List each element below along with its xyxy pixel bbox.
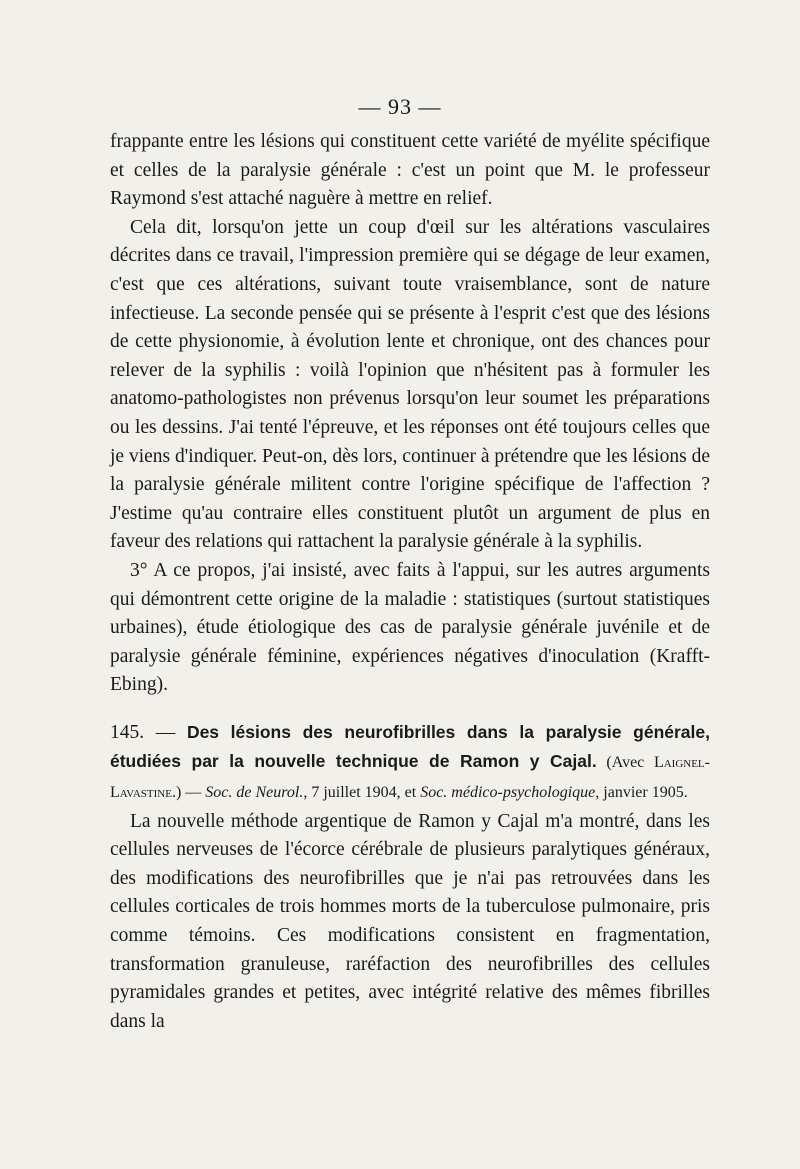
entry-dash: — [144,721,187,743]
entry-date-1: , 7 juillet 1904, et [303,784,421,802]
bibliography-entry [110,718,710,1037]
paragraph-continuation: frappante entre les lésions qui constituent cette variété de myélite spécifique et celles de la paralysie générale : c'est un point que M. le professeur Raymond s'est attaché naguère à mettre en relief. [110,131,710,210]
entry-author: Laignel-Lavastine [110,754,710,802]
entry-body: La nouvelle méthode argentique de Ramon y Cajal m'a montré, dans les cellules nerveuses de l'écorce cérébrale de plusieurs paralytiques généraux, des modifications des neurofibrilles que je n'ai pas retrouvées dans les cellules corticales de trois hommes morts de la tuberculose pulmonaire, pris comme témoins. Ces modifications consistent en fragmentation, transformation granuleuse, raréfaction des neurofibrilles des cellules pyramidales grandes et petites, avec intégrité relative des mêmes fibrilles dans la [110,810,710,1032]
main-text [110,128,710,1036]
entry-journal-1: Soc. de Neurol. [205,784,304,802]
entry-date-2: , janvier 1905. [595,784,688,802]
entry-meta-open: (Avec [596,754,654,772]
entry-title: Des lésions des neurofibrilles dans la paralysie générale, étudiées par la nouvelle technique de Ramon y Cajal. [110,721,711,772]
entry-meta-close: .) — [171,784,206,802]
entry-journal-2: Soc. médico-psychologique [420,784,596,802]
entry-number: 145. [110,721,145,743]
paragraph-vascular-lesions: Cela dit, lorsqu'on jette un coup d'œil sur les altérations vasculaires décrites dans ce travail, l'impression première qui se dégage de leur examen, c'est que ces altérations, suivant toute vraisemblance, sont de nature infectieuse. La seconde pensée qui se présente à l'esprit c'est que des lésions de cette physionomie, à évolution lente et chronique, ont des chances pour relever de la syphilis : voilà l'opinion que n'hésitent pas à formuler les anatomo-pathologistes non prévenus lorsqu'on leur soumet les préparations ou les dessins. J'ai tenté l'épreuve, et les réponses ont été toujours celles que je viens d'indiquer. Peut-on, dès lors, continuer à prétendre que les lésions de la paralysie générale militent contre l'origine spécifique de l'affection ? J'estime qu'au contraire elles constituent plutôt un argument de plus en faveur des relations qui rattachent la paralysie générale à la syphilis. [110,216,710,553]
entry-heading [110,718,710,808]
page-number: — 93 — [358,94,442,119]
paragraph-point-3: 3° A ce propos, j'ai insisté, avec faits à l'appui, sur les autres arguments qui démontrent cette origine de la maladie : statistiques (surtout statistiques urbaines), étude étiologique des cas de paralysie générale juvénile et de paralysie générale féminine, expériences négatives d'inoculation (Krafft-Ebing). [110,559,710,696]
